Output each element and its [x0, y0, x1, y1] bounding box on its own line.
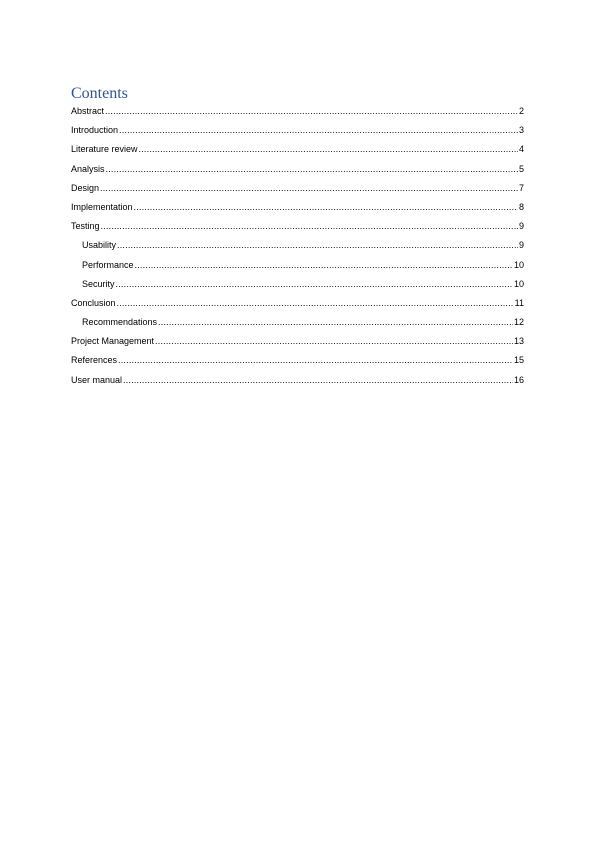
- toc-entry-title: References: [71, 355, 118, 366]
- dot-leader: [123, 374, 513, 386]
- toc-entry-project-management[interactable]: [71, 335, 524, 354]
- toc-entry-page: 16: [513, 374, 524, 385]
- toc-entry-title: Performance: [82, 259, 134, 270]
- dot-leader: [158, 316, 513, 328]
- toc-entry-page: 9: [518, 221, 524, 232]
- toc-entry-introduction[interactable]: [71, 124, 524, 143]
- toc-entry-implementation[interactable]: [71, 201, 524, 220]
- toc-entry-testing[interactable]: [71, 220, 524, 239]
- dot-leader: [116, 278, 513, 290]
- toc-entry-page: 8: [518, 201, 524, 212]
- toc-entry-page: 12: [513, 317, 524, 328]
- dot-leader: [117, 297, 514, 309]
- dot-leader: [155, 335, 513, 347]
- toc-entry-security[interactable]: [71, 278, 524, 297]
- toc-entry-title: Security: [82, 278, 115, 289]
- toc-entry-user-manual[interactable]: [71, 374, 524, 393]
- toc-entry-title: Conclusion: [71, 297, 116, 308]
- toc-entry-title: Project Management: [71, 336, 155, 347]
- toc-entry-page: 4: [518, 144, 524, 155]
- dot-leader: [106, 163, 518, 175]
- toc-entry-page: 2: [518, 106, 524, 116]
- toc-entry-page: 10: [513, 278, 524, 289]
- toc-entry-page: 15: [513, 355, 524, 366]
- toc-entry-page: 3: [518, 125, 524, 136]
- toc-entry-page: 10: [513, 259, 524, 270]
- toc-entry-references[interactable]: [71, 354, 524, 373]
- toc-entry-title: User manual: [71, 374, 123, 385]
- dot-leader: [134, 201, 518, 213]
- dot-leader: [135, 259, 513, 271]
- toc-entry-title: Introduction: [71, 125, 119, 136]
- toc-entry-title: Design: [71, 182, 100, 193]
- dot-leader: [119, 124, 518, 136]
- dot-leader: [105, 105, 518, 117]
- toc-entry-usability[interactable]: [71, 239, 524, 258]
- toc-entry-title: Testing: [71, 221, 100, 232]
- toc-entry-page: 7: [518, 182, 524, 193]
- dot-leader: [139, 143, 518, 155]
- dot-leader: [101, 220, 518, 232]
- toc-entry-title: Literature review: [71, 144, 138, 155]
- toc-entry-literature-review[interactable]: [71, 143, 524, 162]
- toc-entry-page: 13: [513, 336, 524, 347]
- toc-entry-performance[interactable]: [71, 259, 524, 278]
- toc-entry-conclusion[interactable]: [71, 297, 524, 316]
- toc-entry-title: Implementation: [71, 201, 133, 212]
- toc-entry-title: Analysis: [71, 163, 105, 174]
- toc-entry-title: Abstract: [71, 106, 105, 116]
- toc-entry-page: 9: [518, 240, 524, 251]
- toc-entry-title: Recommendations: [82, 317, 158, 328]
- toc-entry-page: 5: [518, 163, 524, 174]
- toc-entry-abstract[interactable]: [71, 105, 524, 124]
- toc-entry-recommendations[interactable]: [71, 316, 524, 335]
- toc-entry-title: Usability: [82, 240, 117, 251]
- toc-entry-page: 11: [514, 297, 524, 308]
- table-of-contents: [71, 105, 524, 393]
- toc-entry-design[interactable]: [71, 182, 524, 201]
- toc-entry-analysis[interactable]: [71, 163, 524, 182]
- dot-leader: [117, 239, 518, 251]
- dot-leader: [118, 354, 513, 366]
- toc-heading: Contents: [71, 85, 128, 102]
- dot-leader: [100, 182, 518, 194]
